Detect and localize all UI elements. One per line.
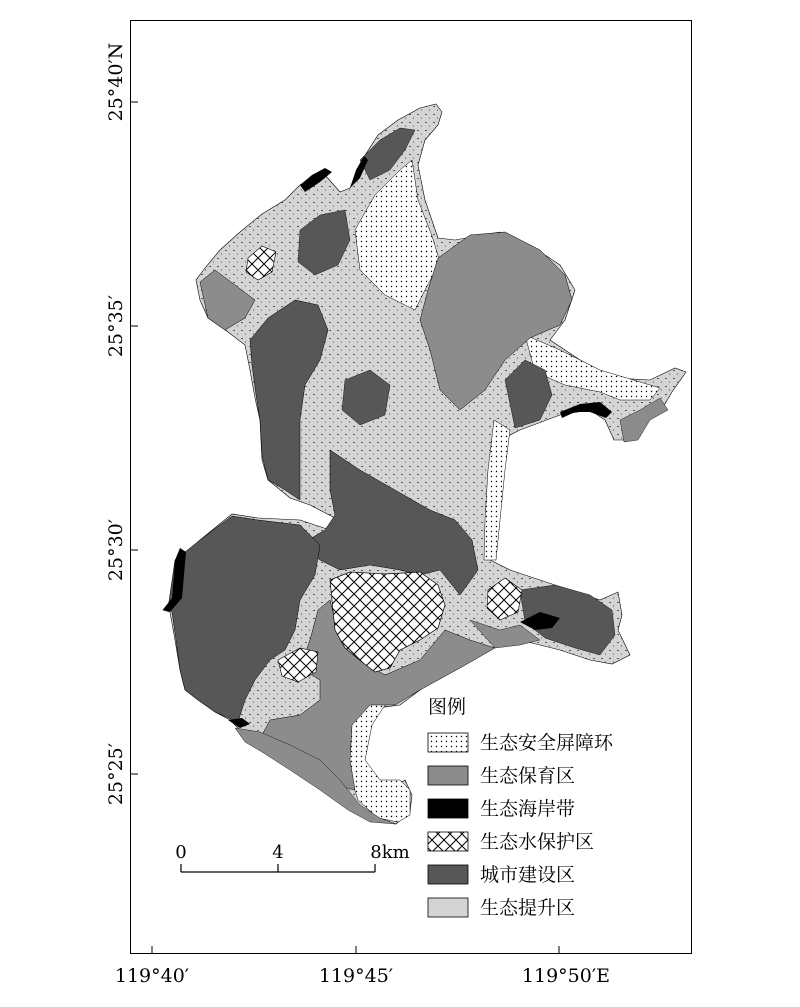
legend-swatch-coastal-belt xyxy=(428,799,468,818)
legend-label: 生态保育区 xyxy=(480,765,576,787)
legend-swatch-security-barrier xyxy=(428,733,468,752)
x-tick-label: 119°50′E xyxy=(521,965,611,987)
study-area xyxy=(163,104,686,824)
legend-title: 图例 xyxy=(428,696,467,718)
scale-label: 4 xyxy=(272,842,284,863)
legend-label: 城市建设区 xyxy=(480,864,576,886)
legend-label: 生态安全屏障环 xyxy=(480,732,614,754)
legend-label: 生态提升区 xyxy=(480,897,576,919)
scale-label: 0 xyxy=(175,842,187,863)
x-tick-label: 119°45′ xyxy=(318,965,394,987)
legend-label: 生态海岸带 xyxy=(480,798,576,820)
legend-swatch-conservation xyxy=(428,766,468,785)
scale-bar xyxy=(175,842,409,872)
scale-label: 8km xyxy=(370,842,410,863)
y-tick-label: 25°40′N xyxy=(105,42,127,122)
y-tick-label: 25°30′ xyxy=(105,518,127,582)
landmass-enhancement-zone xyxy=(163,104,686,824)
y-tick-label: 25°25′ xyxy=(105,742,127,806)
y-tick-label: 25°35′ xyxy=(105,294,127,358)
x-tick-label: 119°40′ xyxy=(114,965,190,987)
legend-label: 生态水保护区 xyxy=(480,831,595,853)
legend-swatch-enhancement xyxy=(428,898,468,917)
legend-swatch-urban xyxy=(428,865,468,884)
legend xyxy=(428,696,614,919)
legend-swatch-water-protection xyxy=(428,832,468,851)
